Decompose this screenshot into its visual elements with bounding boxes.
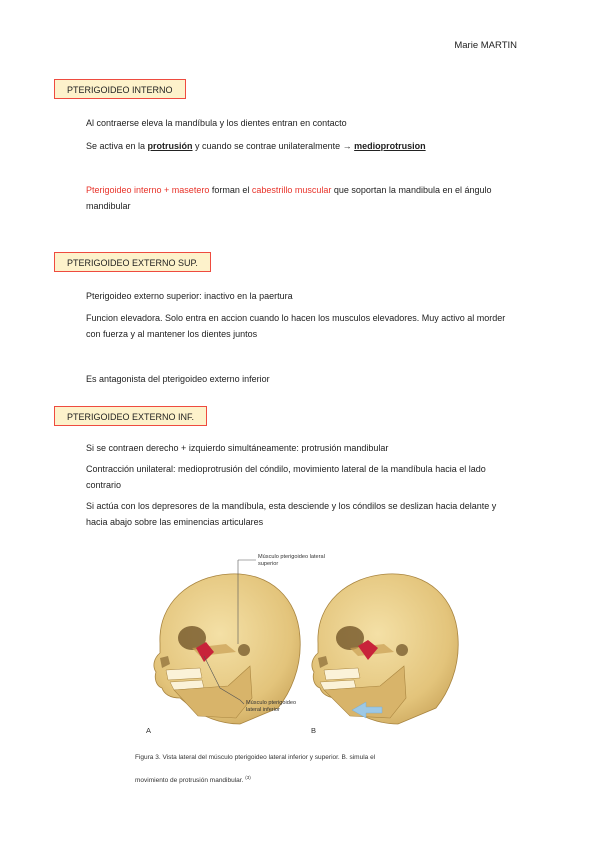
figure-caption-line-2 <box>135 772 475 787</box>
text-red: Pterigoideo interno + masetero <box>86 185 210 195</box>
section-heading-pterigoideo-externo-inf: PTERIGOIDEO EXTERNO INF. <box>54 406 207 426</box>
section-heading-pterigoideo-externo-sup: PTERIGOIDEO EXTERNO SUP. <box>54 252 211 272</box>
paragraph-externo-inf-2: Contracción unilateral: medioprotrusión del cóndilo, movimiento lateral de la mandíbula hacia el lado contrario <box>86 464 486 490</box>
author-name: Marie MARTIN <box>454 40 517 51</box>
skull-illustration <box>140 548 460 748</box>
paragraph-externo-sup-2: Funcion elevadora. Solo entra en accion cuando lo hacen los musculos elevadores. Muy activo al morder con fuerza y al mantener los dientes juntos <box>86 313 506 339</box>
panel-label-a: A <box>146 726 152 735</box>
teeth-upper-b <box>324 668 360 680</box>
paragraph-interno-1: Al contraerse eleva la mandíbula y los dientes entran en contacto <box>86 118 347 128</box>
text-protrusion: protrusión <box>147 141 193 151</box>
panel-label-b: B <box>311 726 317 735</box>
skull-figure <box>140 548 460 748</box>
paragraph-externo-sup-1: Pterigoideo externo superior: inactivo en la paertura <box>86 291 293 301</box>
paragraph-externo-inf-3: Si actúa con los depresores de la mandíbula, esta desciende y los cóndilos se deslizan hacia delante y hacia abajo sobre las eminencias articulares <box>86 501 497 527</box>
skull-b <box>312 574 458 724</box>
citation-ref: (3) <box>245 775 251 780</box>
text: forman el <box>209 185 252 195</box>
text: Se activa en la <box>86 141 148 151</box>
paragraph-externo-sup-3: Es antagonista del pterigoideo externo inferior <box>86 374 270 384</box>
ear-canal-b <box>396 644 408 656</box>
section-heading-pterigoideo-interno: PTERIGOIDEO INTERNO <box>54 79 186 99</box>
paragraph-externo-inf-1: Si se contraen derecho + izquierdo simultáneamente: protrusión mandibular <box>86 443 389 453</box>
label-lateral-superior: Músculo pterigoideo lateral superior <box>258 554 325 567</box>
paragraph-interno-3 <box>86 182 516 214</box>
label-lateral-inferior: Músculo pterigoideo lateral inferior <box>246 700 297 713</box>
caption-text: movimiento de protrusión mandibular. <box>135 777 244 785</box>
text-medioprotrusion: medioprotrusion <box>354 141 426 151</box>
text: que soportan la mandibula en el ángulo mandibular <box>86 185 492 211</box>
text-red: cabestrillo muscular <box>251 185 332 195</box>
text: y cuando se contrae unilateralmente → <box>192 141 355 151</box>
paragraph-interno-2 <box>86 138 526 154</box>
ear-canal-a <box>238 644 250 656</box>
teeth-upper-a <box>166 668 202 680</box>
figure-caption-line-1: Figura 3. Vista lateral del músculo pterigoideo lateral inferior y superior. B. simula el <box>135 754 376 761</box>
